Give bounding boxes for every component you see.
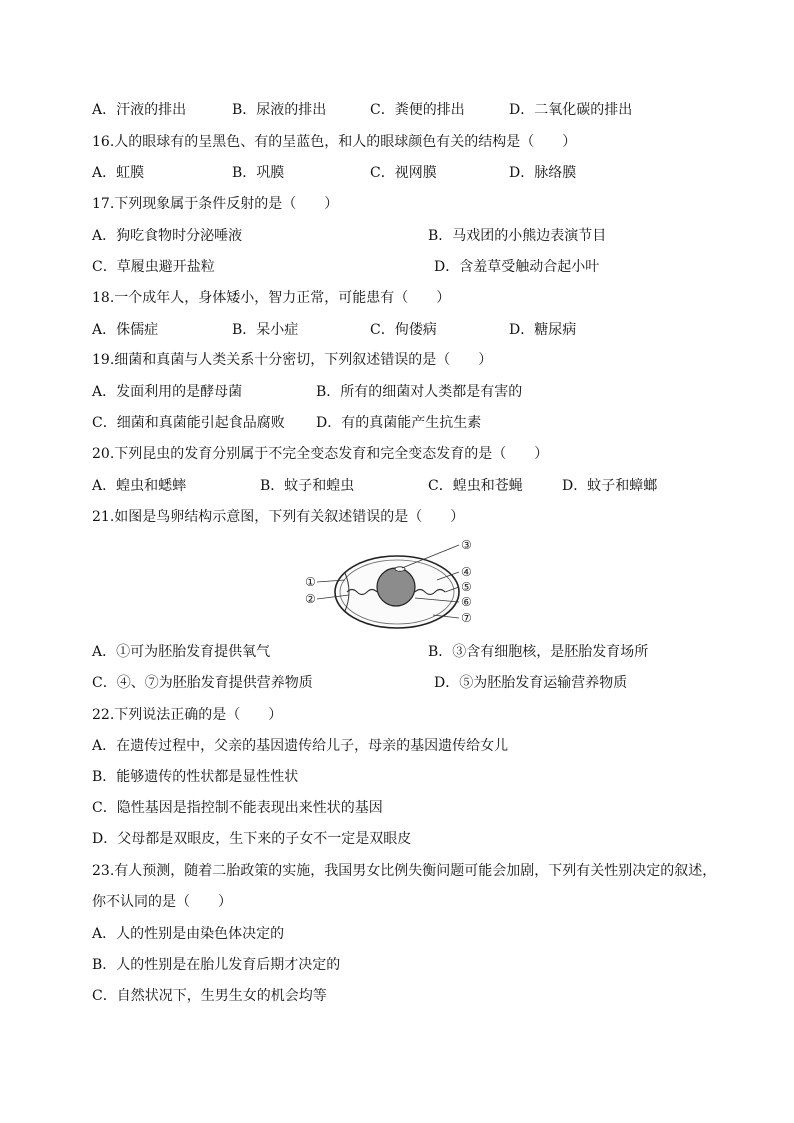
- q16-option-d: D．脉络膜: [509, 165, 577, 181]
- label-1: ①: [305, 575, 316, 589]
- q19-option-b: B．所有的细菌对人类都是有害的: [316, 384, 523, 400]
- q19-option-a: A．发面利用的是酵母菌: [92, 384, 243, 400]
- q17-option-b: B．马戏团的小熊边表演节目: [428, 228, 607, 244]
- q18-option-a: A．侏儒症: [92, 322, 159, 338]
- label-5: ⑤: [461, 580, 472, 594]
- q21-option-a: A．①可为胚胎发育提供氧气: [92, 644, 271, 660]
- q15-option-b: B．尿液的排出: [232, 102, 327, 118]
- q22-option-c: C．隐性基因是指控制不能表现出来性状的基因: [92, 800, 383, 816]
- q23-option-c: C．自然状况下，生男生女的机会均等: [92, 988, 327, 1004]
- q15-option-a: A．汗液的排出: [92, 102, 187, 118]
- q19-option-d: D．有的真菌能产生抗生素: [316, 415, 482, 431]
- q22-option-a: A．在遗传过程中，父亲的基因遗传给儿子，母亲的基因遗传给女儿: [92, 738, 509, 754]
- label-3: ③: [461, 538, 472, 552]
- q21-option-d: D．⑤为胚胎发育运输营养物质: [434, 675, 628, 691]
- q23-stem-line2: 你不认同的是（ ）: [92, 894, 232, 910]
- q20-option-a: A．蝗虫和蟋蟀: [92, 478, 187, 494]
- bird-egg-diagram: [305, 535, 487, 635]
- q20-option-b: B．蚊子和蝗虫: [260, 478, 355, 494]
- q18-option-d: D．糖尿病: [509, 322, 577, 338]
- q21-stem: 21.如图是鸟卵结构示意图，下列有关叙述错误的是（ ）: [92, 509, 465, 525]
- bird-egg-svg: [305, 535, 487, 635]
- q20-option-d: D．蚊子和蟑螂: [562, 478, 658, 494]
- q17-option-c: C．草履虫避开盐粒: [92, 259, 215, 275]
- q22-stem: 22.下列说法正确的是（ ）: [92, 707, 283, 723]
- q16-option-b: B．巩膜: [232, 165, 285, 181]
- q23-option-a: A．人的性别是由染色体决定的: [92, 926, 285, 942]
- q16-stem: 16.人的眼球有的呈黑色、有的呈蓝色，和人的眼球颜色有关的结构是（ ）: [92, 134, 577, 150]
- label-2: ②: [305, 592, 316, 606]
- q17-option-a: A．狗吃食物时分泌唾液: [92, 228, 243, 244]
- q19-option-c: C．细菌和真菌能引起食品腐败: [92, 415, 285, 431]
- q18-option-c: C．佝偻病: [370, 322, 437, 338]
- label-6: ⑥: [461, 595, 472, 609]
- q17-stem: 17.下列现象属于条件反射的是（ ）: [92, 196, 339, 212]
- q21-option-c: C．④、⑦为胚胎发育提供营养物质: [92, 675, 313, 691]
- q22-option-b: B．能够遗传的性状都是显性性状: [92, 769, 299, 785]
- label-4: ④: [461, 565, 472, 579]
- label-7: ⑦: [461, 611, 472, 625]
- q17-option-d: D．含羞草受触动合起小叶: [434, 259, 600, 275]
- q16-option-a: A．虹膜: [92, 165, 145, 181]
- q18-stem: 18.一个成年人，身体矮小，智力正常，可能患有（ ）: [92, 290, 451, 306]
- q23-option-b: B．人的性别是在胎儿发育后期才决定的: [92, 957, 341, 973]
- q18-option-b: B．呆小症: [232, 322, 299, 338]
- q19-stem: 19.细菌和真菌与人类关系十分密切，下列叙述错误的是（ ）: [92, 352, 493, 368]
- q20-stem: 20.下列昆虫的发育分别属于不完全变态发育和完全变态发育的是（ ）: [92, 446, 549, 462]
- egg-yolk: [377, 568, 415, 606]
- q21-option-b: B．③含有细胞核，是胚胎发育场所: [428, 644, 649, 660]
- q20-option-c: C．蝗虫和苍蝇: [428, 478, 523, 494]
- q15-option-d: D．二氧化碳的排出: [509, 102, 633, 118]
- q15-option-c: C．粪便的排出: [370, 102, 465, 118]
- q16-option-c: C．视网膜: [370, 165, 437, 181]
- q23-stem-line1: 23.有人预测，随着二胎政策的实施，我国男女比例失衡问题可能会加剧，下列有关性别决定的叙述，: [92, 863, 717, 879]
- q22-option-d: D．父母都是双眼皮，生下来的子女不一定是双眼皮: [92, 831, 412, 847]
